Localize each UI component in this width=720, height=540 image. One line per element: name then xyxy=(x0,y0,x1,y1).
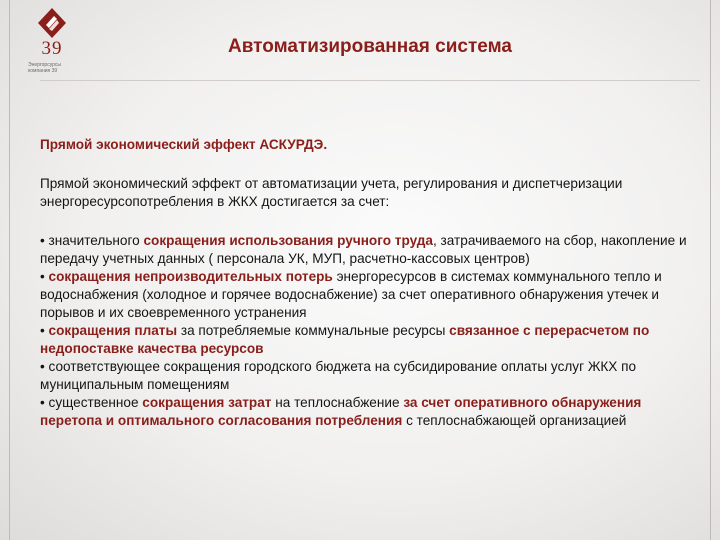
bullet-highlight: связанное с перерасчетом по недопоставке качества ресурсов xyxy=(40,323,650,356)
logo-number: 39 xyxy=(41,38,63,59)
logo-diamond-icon xyxy=(38,8,66,38)
bullet-text: • xyxy=(40,323,49,338)
bullet-text: энергоресурсов в системах коммунального тепло и водоснабжения (холодное и горячее водоснабжение) за счет оперативного обнаружения утечек и порывов и их своевременного устранения xyxy=(40,269,662,320)
slide-subtitle: Прямой экономический эффект АСКУРДЭ. xyxy=(40,137,328,152)
bullet-text: • соответствующее сокращения городского бюджета на субсидирование оплаты услуг ЖКХ по муниципальным помещениям xyxy=(40,359,637,392)
bullet-item xyxy=(40,268,690,322)
bullet-highlight: сокращения использования ручного труда xyxy=(143,233,433,248)
bullet-text: на теплоснабжение xyxy=(271,395,404,410)
bullet-list xyxy=(40,232,690,430)
bullet-item xyxy=(40,322,690,358)
bullet-item xyxy=(40,394,690,430)
slide-title: Автоматизированная система xyxy=(228,36,512,57)
bullet-text: • значительного xyxy=(40,233,144,248)
bullet-text: за потребляемые коммунальные ресурсы xyxy=(177,323,450,338)
slide-content xyxy=(40,136,690,430)
bullet-highlight: сокращения непроизводительных потерь xyxy=(48,269,333,284)
frame-left-line xyxy=(9,0,10,540)
company-logo xyxy=(28,8,84,88)
bullet-highlight: сокращения затрат xyxy=(142,395,272,410)
bullet-text: • xyxy=(40,269,49,284)
bullet-item xyxy=(40,232,690,268)
header-divider xyxy=(40,80,700,81)
bullet-text: с теплоснабжающей организацией xyxy=(402,413,627,428)
frame-right-line xyxy=(710,0,711,540)
logo-caption-line2: компания 39 xyxy=(28,68,58,74)
bullet-highlight: сокращения платы xyxy=(48,323,178,338)
bullet-item xyxy=(40,358,690,394)
bullet-highlight: за счет оперативного обнаружения перетопа и оптимального согласования потребления xyxy=(40,395,642,428)
intro-paragraph: Прямой экономический эффект от автоматизации учета, регулирования и диспетчеризации энергоресурсопотребления в ЖКХ достигается за счет: xyxy=(40,176,623,209)
bullet-text: , затрачиваемого на сбор, накопление и передачу учетных данных ( персонала УК, МУП, расчетно-кассовых центров) xyxy=(40,233,687,266)
logo-caption xyxy=(28,62,80,74)
bullet-text: • существенное xyxy=(40,395,143,410)
logo-caption-line1: Энергорсурсы xyxy=(28,62,62,68)
